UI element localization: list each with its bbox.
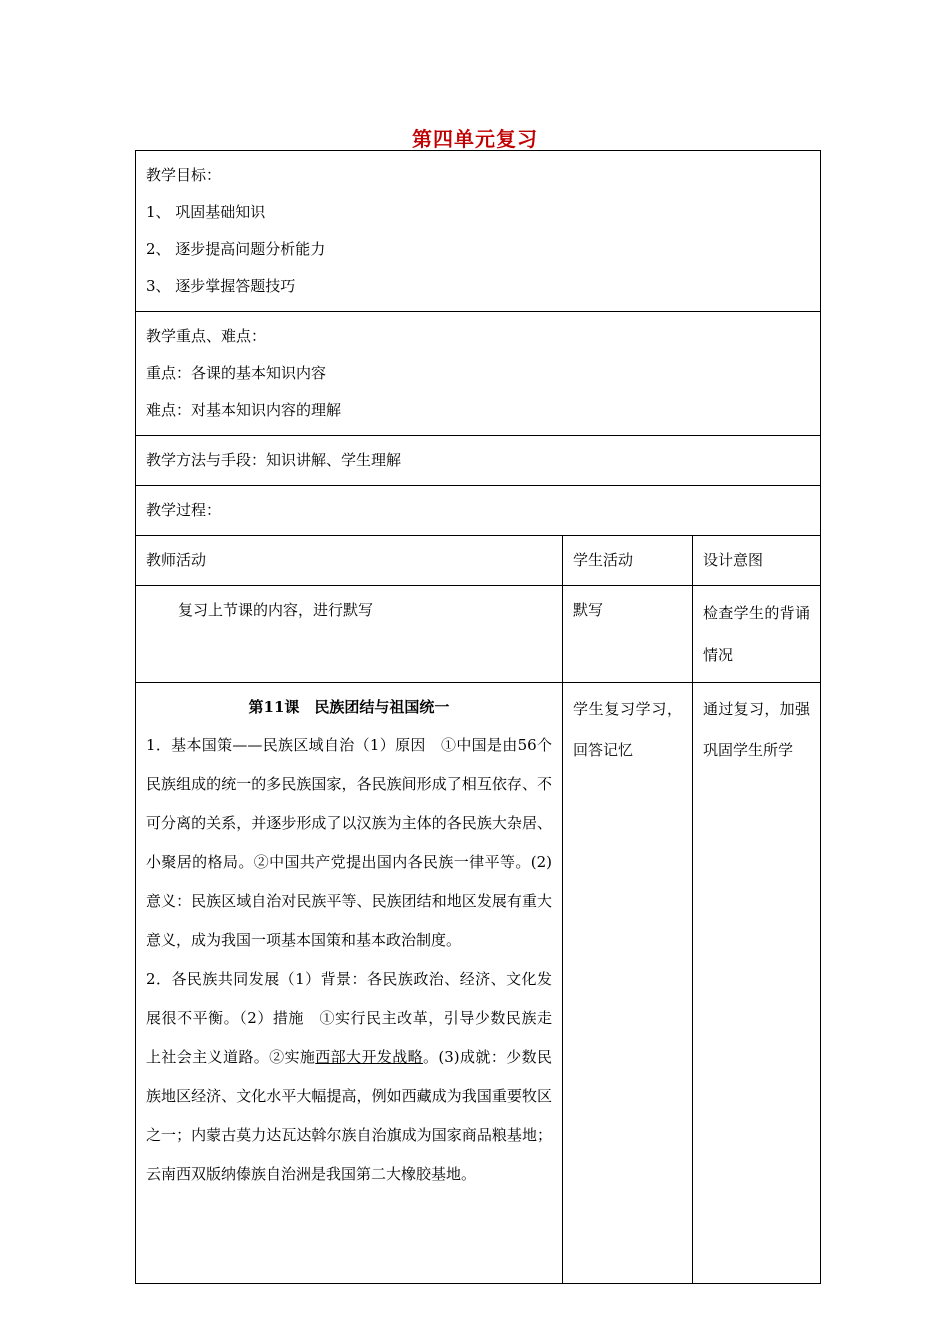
table-row — [136, 586, 821, 683]
objectives-cell — [136, 151, 821, 312]
row1-intent-cell — [693, 586, 821, 683]
objective-item: 1、 巩固基础知识 — [146, 203, 266, 221]
row2-teacher-cell — [136, 683, 563, 1284]
underlined-term: 西部大开发战略 — [315, 1048, 424, 1066]
column-header-teacher: 教师活动 — [136, 536, 563, 586]
key-points-heading: 教学重点、难点： — [146, 327, 267, 345]
difficulty-point: 难点：对基本知识内容的理解 — [146, 401, 342, 419]
row2-student-cell — [563, 683, 693, 1284]
objectives-row — [136, 151, 821, 312]
row2-intent-text: 通过复习，加强巩固学生所学 — [703, 700, 811, 759]
key-point: 重点：各课的基本知识内容 — [146, 364, 327, 382]
column-header-student: 学生活动 — [563, 536, 693, 586]
column-header-row — [136, 536, 821, 586]
row1-student-cell — [563, 586, 693, 683]
objectives-heading: 教学目标： — [146, 166, 222, 184]
lesson-paragraph-2-end: 。(3)成就：少数民族地区经济、文化水平大幅提高，例如西藏成为我国重要牧区之一；内蒙古莫力达瓦达斡尔族自治旗成为国家商品粮基地；云南西双版纳傣族自治洲是我国第二大橡胶基地。 — [146, 1048, 552, 1183]
objective-item: 3、 逐步掌握答题技巧 — [146, 277, 296, 295]
table-row — [136, 683, 821, 1284]
lesson-paragraph-1: 1．基本国策——民族区域自治（1）原因 ①中国是由56个民族组成的统一的多民族国家，各民族间形成了相互依存、不可分离的关系，并逐步形成了以汉族为主体的各民族大杂居、小聚居的格局。②中国共产党提出国内各民族一律平等。(2)意义：民族区域自治对民族平等、民族团结和地区发展有重大意义，成为我国一项基本国策和基本政治制度。 — [146, 736, 552, 949]
process-heading: 教学过程： — [146, 501, 222, 519]
row1-student-text: 默写 — [573, 601, 604, 619]
row1-teacher-text: 复习上节课的内容，进行默写 — [178, 601, 374, 619]
lesson-paragraph-2-start: 2．各民族共同发展（1）背景：各民族政治、经济、文化发展很不平衡。（2）措施 ①实行民主改革，引导少数民族走上社会主义道路。②实施 — [146, 970, 552, 1066]
lesson-plan-table — [135, 150, 821, 1284]
lesson-paragraph-2 — [146, 960, 552, 1194]
row2-intent-cell — [693, 683, 821, 1284]
process-heading-row — [136, 486, 821, 536]
methods-row — [136, 436, 821, 486]
column-header-intent: 设计意图 — [693, 536, 821, 586]
key-points-row — [136, 312, 821, 436]
process-heading-cell — [136, 486, 821, 536]
row2-student-text: 学生复习学习，回答记忆 — [573, 700, 682, 759]
key-points-cell — [136, 312, 821, 436]
row1-intent-text: 检查学生的背诵情况 — [703, 604, 811, 664]
methods-cell — [136, 436, 821, 486]
lesson-title: 第11课 民族团结与祖国统一 — [248, 698, 450, 716]
objective-item: 2、 逐步提高问题分析能力 — [146, 240, 326, 258]
row1-teacher-cell — [136, 586, 563, 683]
page-title: 第四单元复习 — [412, 127, 538, 151]
methods-text: 教学方法与手段：知识讲解、学生理解 — [146, 451, 402, 469]
